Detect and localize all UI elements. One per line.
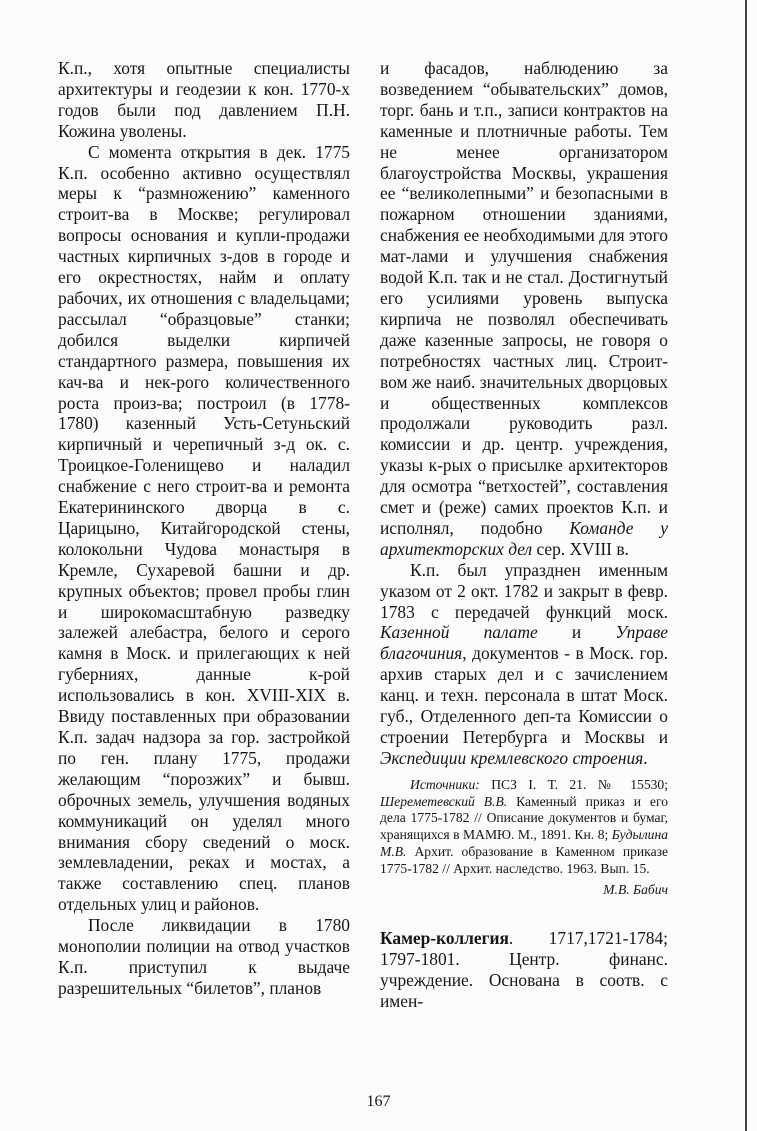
entry-heading: Камер-коллегия	[380, 928, 509, 949]
sources-paragraph	[380, 777, 668, 878]
sources-author-1: Шереметевский В.В.	[380, 793, 508, 809]
right-p1-end: сер. XVIII в.	[532, 538, 629, 559]
right-paragraph-1	[380, 58, 668, 560]
right-paragraph-2	[380, 560, 668, 769]
sources-a: ПСЗ I. Т. 21. № 15530;	[479, 776, 668, 792]
author-signature: М.В. Бабич	[603, 881, 668, 897]
right-p2-italic-3: Экспедиции кремлевского строения	[380, 747, 644, 768]
right-p2-a: К.п. был упразднен именным указом от 2 окт. 1782 и закрыт в февр. 1783 с передачей функций моск.	[380, 559, 668, 622]
sources-b: Каменный приказ и его дела 1775-1782 // Описание документов и бумаг, хранящихся в МАМЮ. М., 1891. Кн. 8;	[380, 793, 668, 843]
entry-text: . 1717,1721-1784; 1797-1801. Центр. финанс. учреждение. Основана в соотв. с имен-	[380, 928, 668, 1012]
right-p2-d: .	[643, 747, 648, 768]
new-entry-paragraph	[380, 928, 668, 1012]
right-p2-b: и	[537, 622, 616, 643]
sources-author-2: Будылина М.В.	[380, 827, 668, 859]
right-p2-italic-1: Казенной палате	[380, 622, 538, 643]
left-paragraph-3: После ликвидации в 1780 монополии полиции на отвод участков К.п. приступил к выдаче разрешительных “билетов”, планов	[58, 915, 350, 998]
page-number: 167	[366, 1093, 391, 1110]
right-column	[380, 58, 668, 1012]
page-edge-line	[745, 0, 747, 1131]
sources-c: Архит. образование в Каменном приказе 1775-1782 // Архит. наследство. 1963. Вып. 15.	[380, 844, 668, 876]
left-column	[58, 58, 350, 999]
right-p2-c: , документов - в Моск. гор. архив старых дел и с зачислением канц. и техн. персонала в штат Моск. губ., Отделенного деп-та Комиссии о строении Петербурга и Москвы и	[380, 643, 668, 747]
right-p2-italic-2: Управе благочиния	[380, 622, 668, 664]
left-paragraph-1: К.п., хотя опытные специалисты архитектуры и геодезии к кон. 1770-х годов были под давлением П.Н. Кожина уволены.	[58, 58, 350, 141]
right-p1-italic: Команде у архитекторских дел	[380, 517, 668, 559]
right-p1-text: и фасадов, наблюдению за возведением “обывательских” домов, торг. бань и т.п., записи контрактов на каменные и плотничные работы. Тем не менее организатором благоустройства Москвы, украшения ее “великолепными” и безопасными в пожарном отношении зданиями, снабжения ее необходимыми для этого мат-лами и улучшения снабжения водой К.п. так и не стал. Достигнутый его усилиями уровень выпуска кирпича не позволял обеспечивать даже казенные запросы, не говоря о потребностях частных лиц. Строит-вом же наиб. значительных дворцовых и общественных комплексов продолжали руководить разл. комиссии и др. центр. учреждения, указы к-рых о присылке архитекторов для осмотра “ветхостей”, составления смет и (реже) самих проектов К.п. и исполнял, подобно	[380, 58, 668, 538]
sources-label: Источники:	[410, 776, 480, 792]
left-paragraph-2: С момента открытия в дек. 1775 К.п. особенно активно осуществлял меры к “размножению” каменного строит-ва в Москве; регулировал вопросы основания и купли-продажи частных кирпичных з-дов в городе и его окрестностях, найм и оплату рабочих, их отношения с владельцами; рассылал “образцовые” станки; добился выделки кирпичей стандартного размера, повышения их кач-ва и нек-рого количественного роста произ-ва; построил (в 1778-1780) казенный Усть-Сетуньский кирпичный и черепичный з-д ок. с. Троицкое-Голенищево и наладил снабжение с него строит-ва и ремонта Екатерининского дворца в с. Царицыно, Китайгородской стены, колокольни Чудова монастыря в Кремле, Сухаревой башни и др. крупных объектов; провел пробы глин и широкомасштабную разведку залежей алебастра, белого и серого камня в Моск. и прилегающих к ней губерниях, данные к-рой использовались в кон. XVIII-XIX в. Ввиду поставленных при образовании К.п. задач надзора за гор. застройкой по ген. плану 1775, продажи желающим “порозжих” и бывш. оброчных земель, улучшения водяных коммуникаций он уделял много внимания сбору сведений о моск. землевладении, реках и мостах, а также составлению спец. планов отдельных улиц и районов.	[58, 141, 350, 915]
